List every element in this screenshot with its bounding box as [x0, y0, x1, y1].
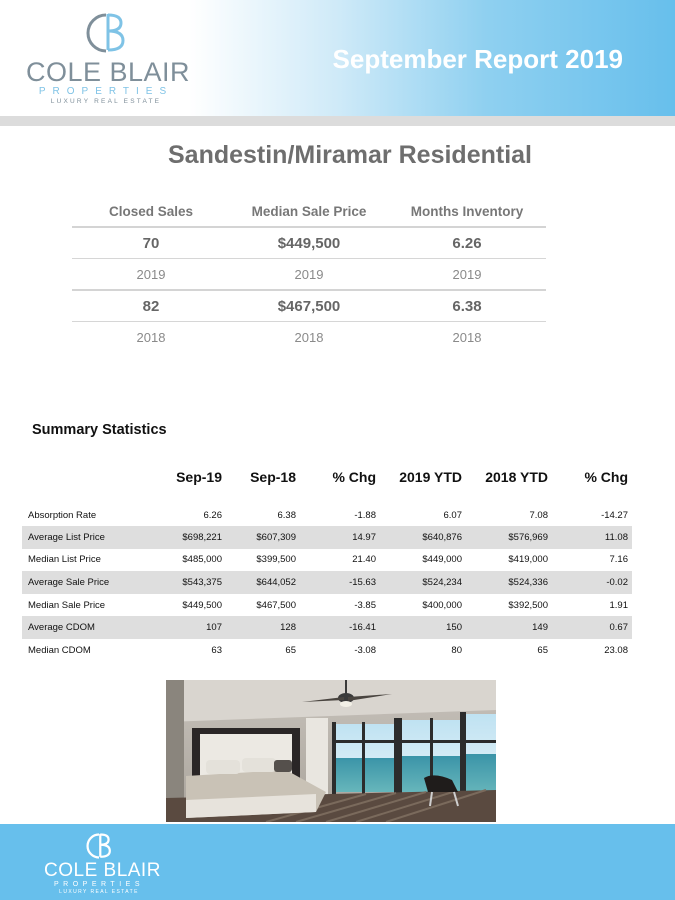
table-cell: 63: [211, 644, 222, 656]
table-cell: 65: [285, 644, 296, 656]
kpi-year: 2019: [72, 259, 230, 291]
kpi-year-row: [72, 322, 546, 353]
table-cell: $576,969: [466, 526, 552, 549]
table-cell: 21.40: [352, 554, 376, 566]
row-label: Average List Price: [22, 526, 152, 549]
report-title: September Report 2019: [332, 44, 623, 74]
table-cell: $698,221: [152, 526, 226, 549]
summary-heading: Summary Statistics: [32, 422, 167, 438]
row-label: Average CDOM: [22, 616, 152, 639]
table-cell: 149: [466, 616, 552, 639]
kpi-year: 2019: [230, 259, 388, 291]
kpi-value-row: [72, 227, 546, 259]
kpi-value: 70: [72, 227, 230, 259]
page-title: Sandestin/Miramar Residential: [167, 141, 532, 169]
table-cell: $449,000: [422, 554, 462, 566]
row-label: Median Sale Price: [28, 599, 106, 611]
table-cell: $467,500: [256, 599, 296, 611]
footer-brand-sub: PROPERTIES: [54, 881, 144, 888]
brand-tagline: LUXURY REAL ESTATE: [50, 98, 162, 105]
table-cell: 80: [451, 644, 462, 656]
table-cell: $400,000: [422, 599, 462, 611]
footer-brand-name: COLE BLAIR: [44, 860, 161, 881]
table-cell: $449,500: [182, 599, 222, 611]
table-cell: -1.88: [354, 509, 376, 521]
kpi-value: 82: [72, 290, 230, 322]
row-label: Absorption Rate: [28, 509, 97, 521]
kpi-value: $467,500: [230, 290, 388, 322]
table-row: [22, 616, 632, 639]
table-cell: $485,000: [182, 554, 222, 566]
table-cell: $524,234: [380, 571, 466, 594]
table-cell: 150: [380, 616, 466, 639]
table-cell: -0.02: [552, 571, 632, 594]
summary-column-header: 2019 YTD: [399, 469, 462, 485]
table-cell: -16.41: [300, 616, 380, 639]
header-divider: [0, 116, 675, 126]
kpi-header: Months Inventory: [410, 203, 524, 219]
kpi-header: Closed Sales: [108, 203, 194, 219]
brand-logo: [26, 10, 191, 106]
table-cell: 6.07: [443, 509, 462, 521]
table-cell: $543,375: [152, 571, 226, 594]
kpi-header: Median Sale Price: [251, 203, 367, 219]
table-row: [22, 549, 632, 572]
kpi-year: 2018: [388, 322, 546, 353]
table-row: [22, 639, 632, 662]
row-label: Median List Price: [28, 554, 101, 566]
kpi-table: [72, 196, 546, 352]
bedroom-photo: [166, 680, 496, 822]
summary-header-row: [22, 462, 632, 492]
kpi-value: 6.38: [388, 290, 546, 322]
table-cell: -14.27: [601, 509, 628, 521]
table-cell: 65: [537, 644, 548, 656]
table-cell: $640,876: [380, 526, 466, 549]
kpi-value: $449,500: [230, 227, 388, 259]
brand-name: COLE BLAIR: [26, 57, 191, 87]
table-cell: $419,000: [508, 554, 548, 566]
table-cell: 128: [226, 616, 300, 639]
table-cell: 107: [152, 616, 226, 639]
footer-logo: [44, 831, 161, 896]
table-row: [22, 594, 632, 617]
summary-table: [22, 462, 632, 662]
cb-monogram-icon: [84, 10, 128, 56]
table-cell: $399,500: [256, 554, 296, 566]
table-cell: 6.26: [203, 509, 222, 521]
row-label: Median CDOM: [28, 644, 91, 656]
table-cell: $644,052: [226, 571, 300, 594]
table-cell: 0.67: [552, 616, 632, 639]
row-label: Average Sale Price: [22, 571, 152, 594]
table-cell: -3.85: [354, 599, 376, 611]
kpi-header-row: [72, 196, 546, 227]
table-cell: $524,336: [466, 571, 552, 594]
summary-column-header: Sep-19: [176, 469, 222, 485]
table-cell: -15.63: [300, 571, 380, 594]
table-cell: $607,309: [226, 526, 300, 549]
kpi-year: 2019: [388, 259, 546, 291]
table-cell: $392,500: [508, 599, 548, 611]
summary-column-header: Sep-18: [250, 469, 296, 485]
table-row: [22, 492, 632, 526]
table-cell: -3.08: [354, 644, 376, 656]
table-row: [22, 571, 632, 594]
footer-brand-tagline: LUXURY REAL ESTATE: [59, 889, 139, 895]
table-row: [22, 526, 632, 549]
table-cell: 14.97: [300, 526, 380, 549]
table-cell: 23.08: [604, 644, 628, 656]
summary-column-header: % Chg: [332, 469, 376, 485]
kpi-year-row: [72, 259, 546, 291]
kpi-year: 2018: [72, 322, 230, 353]
cb-monogram-icon: [85, 831, 113, 861]
summary-column-header: % Chg: [584, 469, 628, 485]
brand-sub: PROPERTIES: [38, 86, 174, 97]
table-cell: 11.08: [552, 526, 632, 549]
kpi-year: 2018: [230, 322, 388, 353]
kpi-value: 6.26: [388, 227, 546, 259]
summary-column-header: [22, 462, 152, 492]
table-cell: 7.16: [609, 554, 628, 566]
table-cell: 6.38: [277, 509, 296, 521]
kpi-value-row: [72, 290, 546, 322]
summary-column-header: 2018 YTD: [485, 469, 548, 485]
table-cell: 1.91: [609, 599, 628, 611]
table-cell: 7.08: [529, 509, 548, 521]
